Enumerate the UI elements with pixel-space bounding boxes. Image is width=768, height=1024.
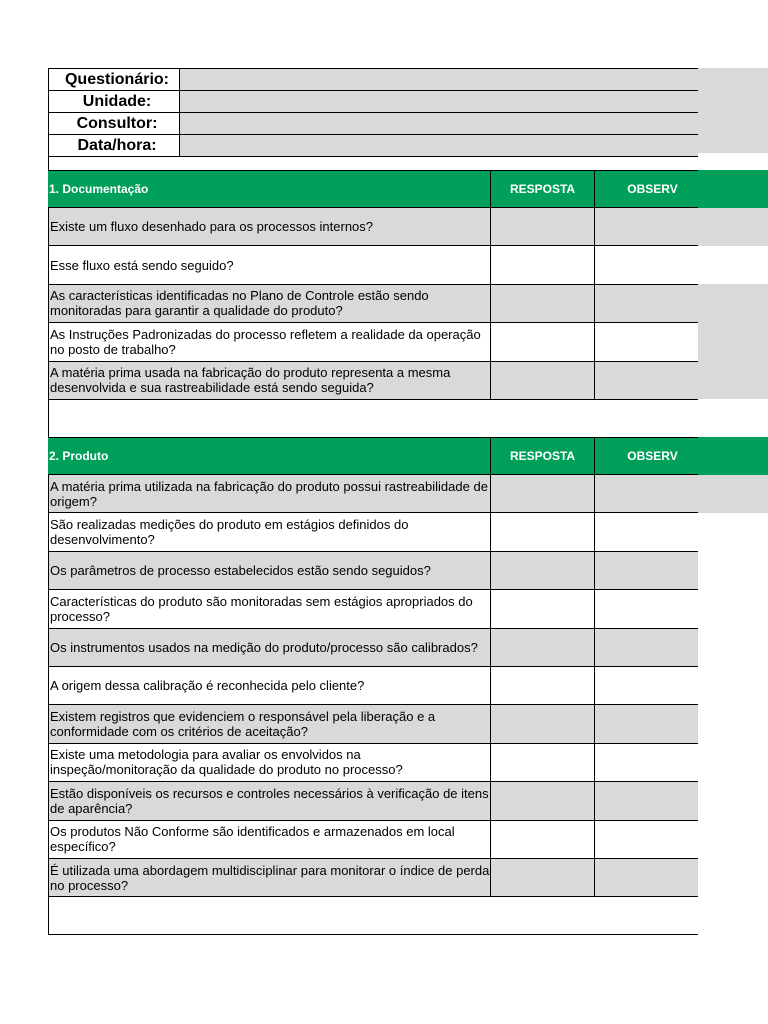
resposta-column-header: RESPOSTA <box>491 171 595 207</box>
resposta-cell[interactable] <box>491 362 595 399</box>
unidade-field[interactable] <box>180 91 698 112</box>
observacao-cell[interactable] <box>595 552 698 589</box>
observacao-cell[interactable] <box>595 859 698 896</box>
section-produto <box>48 437 698 935</box>
questionario-field[interactable] <box>180 69 698 90</box>
question-text: Existe uma metodologia para avaliar os envolvidos na inspeção/monitoração da qualidade do produto no processo? <box>49 744 491 781</box>
resposta-column-header: RESPOSTA <box>491 438 595 474</box>
resposta-cell[interactable] <box>491 629 595 666</box>
info-row-unidade <box>48 91 698 113</box>
resposta-cell[interactable] <box>491 323 595 360</box>
overflow-column-strip <box>698 68 768 153</box>
question-row <box>48 475 698 513</box>
section-documentacao <box>48 170 698 438</box>
observacao-cell[interactable] <box>595 744 698 781</box>
info-label: Consultor: <box>48 113 180 134</box>
question-text: É utilizada uma abordagem multidisciplinar para monitorar o índice de perda no processo? <box>49 859 491 896</box>
resposta-cell[interactable] <box>491 285 595 322</box>
resposta-cell[interactable] <box>491 744 595 781</box>
question-row <box>48 821 698 859</box>
section-header <box>48 437 698 475</box>
observacao-cell[interactable] <box>595 590 698 627</box>
question-row <box>48 744 698 782</box>
header-info-block <box>48 68 698 173</box>
resposta-cell[interactable] <box>491 705 595 742</box>
question-row <box>48 782 698 820</box>
question-text: A matéria prima usada na fabricação do produto representa a mesma desenvolvida e sua rastreabilidade está sendo seguida? <box>49 362 491 399</box>
observacao-cell[interactable] <box>595 667 698 704</box>
question-text: Os produtos Não Conforme são identificados e armazenados em local específico? <box>49 821 491 858</box>
info-row-questionario <box>48 69 698 91</box>
question-text: Os parâmetros de processo estabelecidos estão sendo seguidos? <box>49 552 491 589</box>
question-row <box>48 667 698 705</box>
question-text: Esse fluxo está sendo seguido? <box>49 246 491 283</box>
question-row <box>48 285 698 323</box>
question-row <box>48 629 698 667</box>
section-header <box>48 170 698 208</box>
question-row <box>48 246 698 284</box>
observacao-cell[interactable] <box>595 513 698 550</box>
info-row-data-hora <box>48 135 698 157</box>
question-text: Características do produto são monitoradas sem estágios apropriados do processo? <box>49 590 491 627</box>
question-text: São realizadas medições do produto em estágios definidos do desenvolvimento? <box>49 513 491 550</box>
info-label: Unidade: <box>48 91 180 112</box>
observacao-cell[interactable] <box>595 323 698 360</box>
observacao-cell[interactable] <box>595 362 698 399</box>
question-text: As Instruções Padronizadas do processo refletem a realidade da operação no posto de trabalho? <box>49 323 491 360</box>
question-text: As características identificadas no Plano de Controle estão sendo monitoradas para garantir a qualidade do produto? <box>49 285 491 322</box>
consultor-field[interactable] <box>180 113 698 134</box>
resposta-cell[interactable] <box>491 475 595 512</box>
question-row <box>48 513 698 551</box>
resposta-cell[interactable] <box>491 782 595 819</box>
resposta-cell[interactable] <box>491 513 595 550</box>
observacao-cell[interactable] <box>595 475 698 512</box>
data-hora-field[interactable] <box>180 135 698 156</box>
resposta-cell[interactable] <box>491 667 595 704</box>
question-text: A matéria prima utilizada na fabricação do produto possui rastreabilidade de origem? <box>49 475 491 512</box>
observacao-cell[interactable] <box>595 821 698 858</box>
question-row <box>48 859 698 897</box>
question-row <box>48 552 698 590</box>
observacao-cell[interactable] <box>595 782 698 819</box>
info-row-consultor <box>48 113 698 135</box>
observacao-cell[interactable] <box>595 208 698 245</box>
question-text: Estão disponíveis os recursos e controles necessários à verificação de itens de aparência? <box>49 782 491 819</box>
question-row <box>48 362 698 400</box>
overflow-column-strip <box>698 475 768 513</box>
blank-row <box>48 897 698 935</box>
observacao-column-header: OBSERV <box>627 449 678 463</box>
overflow-column-strip <box>698 170 768 208</box>
question-row <box>48 590 698 628</box>
resposta-cell[interactable] <box>491 208 595 245</box>
question-row <box>48 705 698 743</box>
info-label: Questionário: <box>48 69 180 90</box>
section-title: 2. Produto <box>48 438 491 474</box>
section-title: 1. Documentação <box>48 171 491 207</box>
resposta-cell[interactable] <box>491 246 595 283</box>
question-row <box>48 208 698 246</box>
question-text: Existe um fluxo desenhado para os processos internos? <box>49 208 491 245</box>
question-text: A origem dessa calibração é reconhecida pelo cliente? <box>49 667 491 704</box>
overflow-column-strip <box>698 284 768 399</box>
resposta-cell[interactable] <box>491 859 595 896</box>
question-text: Os instrumentos usados na medição do produto/processo são calibrados? <box>49 629 491 666</box>
resposta-cell[interactable] <box>491 821 595 858</box>
resposta-cell[interactable] <box>491 590 595 627</box>
info-label: Data/hora: <box>48 135 180 156</box>
question-row <box>48 323 698 361</box>
observacao-cell[interactable] <box>595 705 698 742</box>
question-text: Existem registros que evidenciem o responsável pela liberação e a conformidade com os critérios de aceitação? <box>49 705 491 742</box>
observacao-cell[interactable] <box>595 246 698 283</box>
overflow-column-strip <box>698 437 768 475</box>
observacao-column-header: OBSERV <box>627 182 678 196</box>
blank-row <box>48 400 698 438</box>
observacao-cell[interactable] <box>595 285 698 322</box>
resposta-cell[interactable] <box>491 552 595 589</box>
overflow-column-strip <box>698 208 768 246</box>
observacao-cell[interactable] <box>595 629 698 666</box>
